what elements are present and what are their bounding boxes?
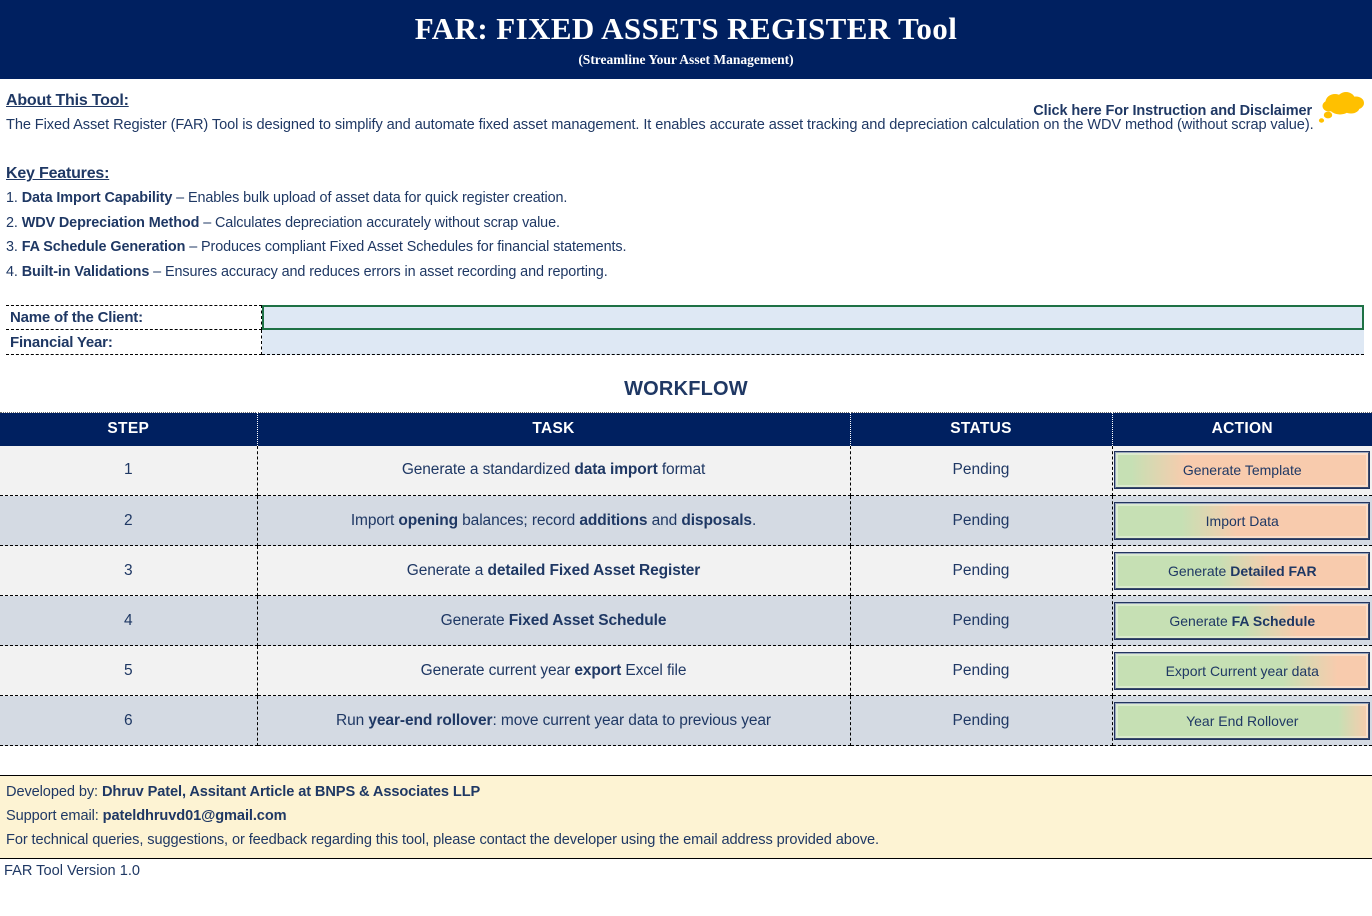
thought-cloud-icon (1318, 91, 1366, 130)
status-badge: Pending (850, 546, 1112, 596)
cell-task: Run year-end rollover: move current year data to previous year (257, 696, 850, 746)
column-header-status: STATUS (850, 413, 1112, 446)
action-button-step-4[interactable]: Generate FA Schedule (1115, 603, 1369, 639)
cell-action (1112, 646, 1372, 696)
table-row (0, 696, 1372, 746)
footer-developed-prefix: Developed by: (6, 784, 102, 800)
cell-action (1112, 496, 1372, 546)
feature-desc: – Enables bulk upload of asset data for quick register creation. (172, 190, 568, 206)
action-button-step-6[interactable]: Year End Rollover (1115, 703, 1369, 739)
workflow-title: WORKFLOW (624, 378, 748, 400)
feature-name: Data Import Capability (21, 190, 173, 206)
instruction-link[interactable] (1033, 91, 1366, 130)
features-list (6, 186, 1364, 284)
table-row (0, 446, 1372, 496)
status-badge: Pending (850, 596, 1112, 646)
status-badge: Pending (850, 446, 1112, 496)
footer-version: FAR Tool Version 1.0 (0, 859, 1372, 879)
financial-year-label: Financial Year: (6, 330, 262, 355)
feature-item (6, 186, 1364, 211)
column-header-step: STEP (0, 413, 257, 446)
about-heading: About This Tool: (6, 92, 129, 109)
instruction-link-label: Click here For Instruction and Disclaimer (1033, 102, 1312, 119)
cell-task: Generate Fixed Asset Schedule (257, 596, 850, 646)
client-name-row (6, 305, 1364, 330)
client-info-block (6, 305, 1364, 355)
feature-desc: – Calculates depreciation accurately without scrap value. (199, 214, 560, 231)
cell-task: Import opening balances; record additions and disposals. (257, 496, 850, 546)
footer-developer-name: Dhruv Patel, Assitant Article at BNPS & Associates LLP (101, 784, 481, 800)
table-row (0, 646, 1372, 696)
feature-item (6, 235, 1364, 260)
title-banner (0, 0, 1372, 79)
workflow-table (0, 412, 1372, 746)
footer (0, 775, 1372, 859)
about-paragraph: The Fixed Asset Register (FAR) Tool is designed to simplify and automate fixed asset management. It enables accurate asset tracking and depreciation calculation on the WDV method (without scrap value). (6, 117, 1314, 133)
feature-item (6, 211, 1364, 236)
spacer (6, 137, 1364, 165)
table-row (0, 496, 1372, 546)
cell-step: 1 (0, 446, 257, 496)
footer-note: For technical queries, suggestions, or feedback regarding this tool, please contact the developer using the email address provided above. (6, 832, 879, 848)
cell-task: Generate a standardized data import format (257, 446, 850, 496)
client-name-label: Name of the Client: (6, 305, 262, 330)
page-subtitle: (Streamline Your Asset Management) (578, 51, 794, 67)
cell-action (1112, 446, 1372, 496)
column-header-action: ACTION (1112, 413, 1372, 446)
footer-email-value[interactable]: pateldhruvd01@gmail.com (102, 808, 287, 824)
table-row (0, 596, 1372, 646)
footer-developed-by (6, 780, 1366, 804)
feature-desc: – Ensures accuracy and reduces errors in asset recording and reporting. (149, 263, 608, 280)
cell-task: Generate a detailed Fixed Asset Register (257, 546, 850, 596)
feature-name: WDV Depreciation Method (21, 214, 200, 231)
footer-support-prefix: Support email: (6, 808, 103, 824)
action-button-step-1[interactable]: Generate Template (1115, 452, 1369, 488)
feature-number: 3. (6, 239, 18, 255)
workflow-table-body (0, 446, 1372, 746)
feature-name: Built-in Validations (21, 263, 150, 280)
feature-number: 2. (6, 214, 18, 231)
cell-action (1112, 696, 1372, 746)
cell-action (1112, 596, 1372, 646)
action-button-step-5[interactable]: Export Current year data (1115, 653, 1369, 689)
feature-number: 1. (6, 190, 18, 206)
cell-step: 4 (0, 596, 257, 646)
about-section (0, 79, 1372, 355)
financial-year-input[interactable] (262, 330, 1364, 355)
column-header-task: TASK (257, 413, 850, 446)
cell-step: 2 (0, 496, 257, 546)
cell-step: 5 (0, 646, 257, 696)
feature-desc: – Produces compliant Fixed Asset Schedules for financial statements. (185, 239, 627, 255)
cell-action (1112, 546, 1372, 596)
financial-year-row (6, 330, 1364, 355)
cell-task: Generate current year export Excel file (257, 646, 850, 696)
feature-number: 4. (6, 263, 18, 280)
page-title: FAR: FIXED ASSETS REGISTER Tool (414, 11, 958, 47)
status-badge: Pending (850, 646, 1112, 696)
features-heading: Key Features: (6, 165, 110, 182)
feature-item (6, 260, 1364, 285)
status-badge: Pending (850, 696, 1112, 746)
feature-name: FA Schedule Generation (21, 239, 186, 255)
footer-support-email (6, 804, 1366, 828)
workflow-table-head (0, 413, 1372, 446)
cell-step: 6 (0, 696, 257, 746)
cell-step: 3 (0, 546, 257, 596)
client-name-input[interactable] (262, 305, 1364, 330)
status-badge: Pending (850, 496, 1112, 546)
action-button-step-2[interactable]: Import Data (1115, 503, 1369, 539)
table-header-row (0, 413, 1372, 446)
action-button-step-3[interactable]: Generate Detailed FAR (1115, 553, 1369, 589)
table-row (0, 546, 1372, 596)
